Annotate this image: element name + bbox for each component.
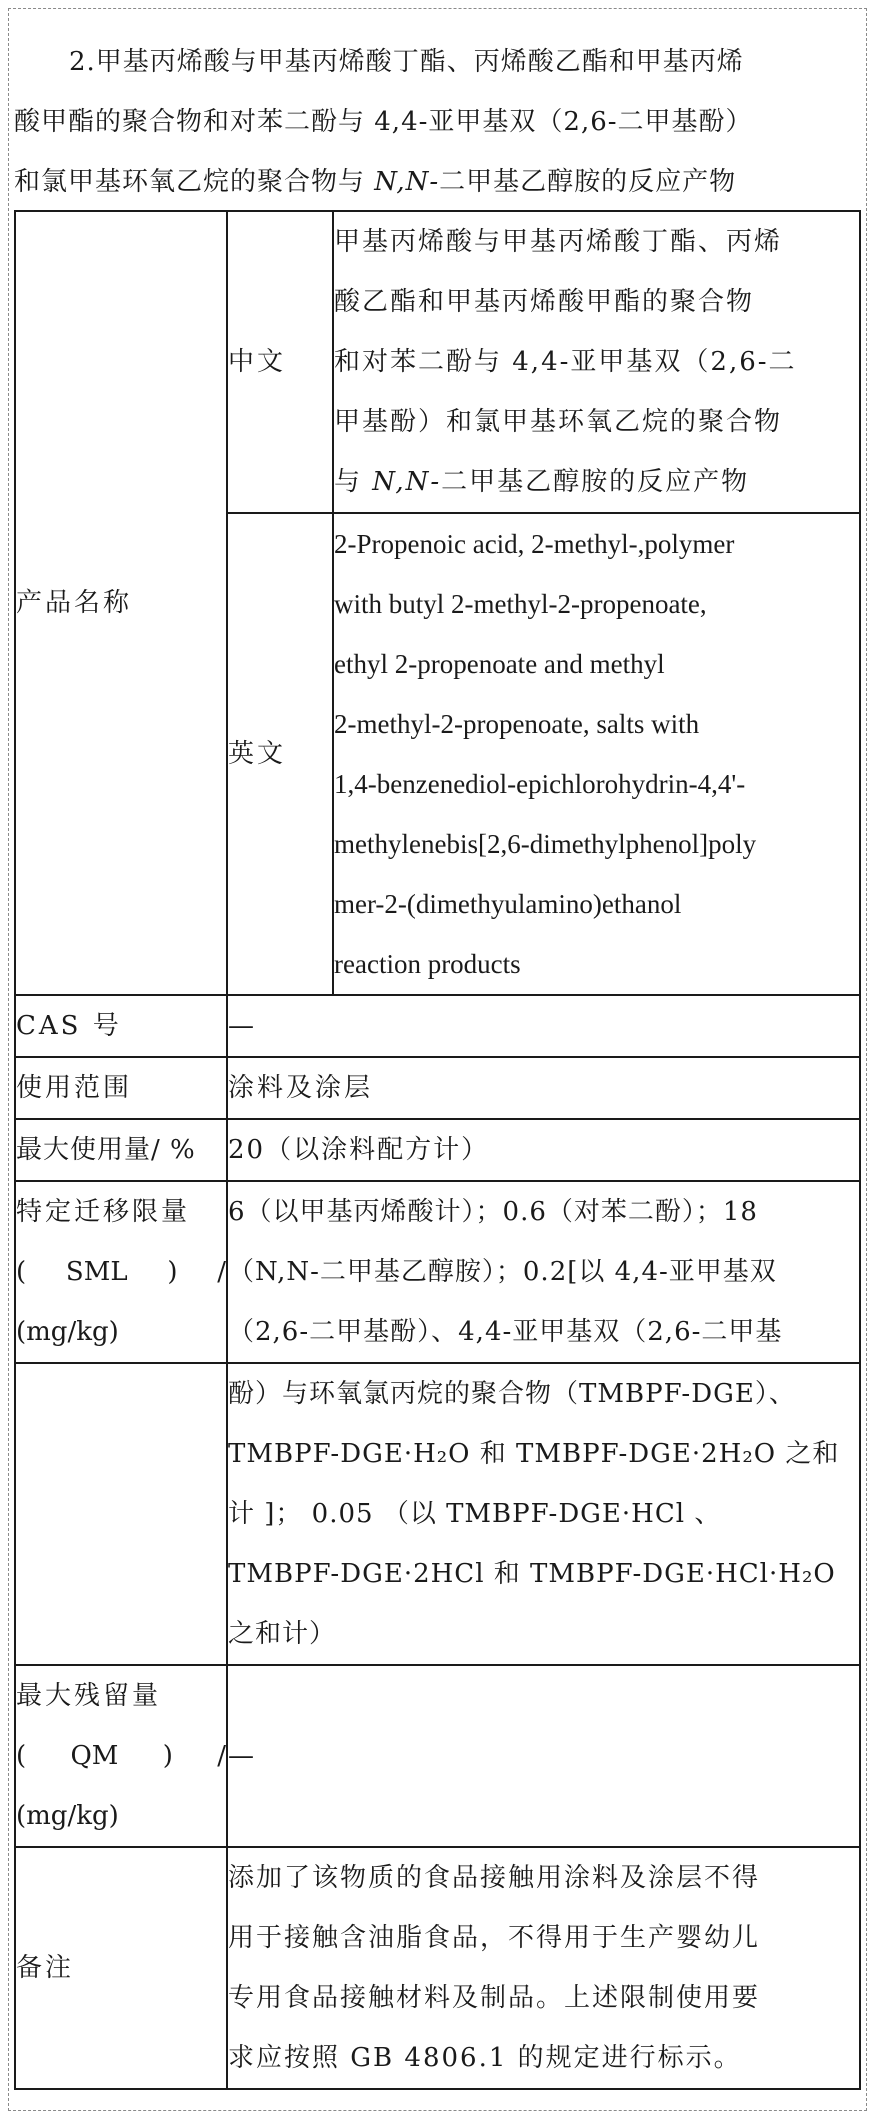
zh-name-line: 酸乙酯和甲基丙烯酸甲酯的聚合物	[334, 287, 755, 317]
en-name-line: 2-Propenoic acid, 2-methyl-,polymer	[334, 529, 735, 559]
table-row-qm	[15, 1665, 860, 1847]
table-row-product-name-zh	[15, 211, 860, 513]
sml-continued-line: 酚）与环氧氯丙烷的聚合物（TMBPF-DGE）、	[228, 1379, 796, 1409]
en-name-cell	[333, 513, 860, 995]
table-row-sml	[15, 1181, 860, 1363]
sml-label-paren-open: (	[16, 1257, 27, 1287]
sml-continued-line: 之和计）	[228, 1619, 337, 1649]
sml-continued-label-cell	[15, 1363, 227, 1665]
qm-label-paren-open: (	[16, 1741, 27, 1771]
zh-name-last-c: 二甲基乙醇胺的反应产物	[441, 467, 750, 497]
qm-label-cell	[15, 1665, 227, 1847]
en-label: 英文	[228, 739, 287, 769]
heading-line-1: 2.甲基丙烯酸与甲基丙烯酸丁酯、丙烯酸乙酯和甲基丙烯	[69, 47, 744, 77]
zh-name-line	[334, 452, 859, 512]
zh-name-line: 甲基酚）和氯甲基环氧乙烷的聚合物	[334, 407, 783, 437]
sml-value-line: （N,N-二甲基乙醇胺）；0.2[以 4,4-亚甲基双	[228, 1257, 777, 1287]
qm-label-line-1: 最大残留量	[16, 1681, 162, 1711]
zh-name-line: 和对苯二酚与 4,4-亚甲基双（2,6-二	[334, 347, 797, 377]
qm-label-paren-close: )	[162, 1741, 173, 1771]
usage-scope-label: 使用范围	[16, 1073, 133, 1103]
section-heading	[14, 32, 859, 212]
sml-value-line: 6（以甲基丙烯酸计）；0.6（对苯二酚）；18	[228, 1197, 758, 1227]
max-usage-value: 20（以涂料配方计）	[228, 1135, 490, 1165]
heading-line-3b: N,N-	[374, 167, 440, 197]
product-name-label: 产品名称	[16, 588, 133, 618]
en-name-line: with butyl 2-methyl-2-propenoate,	[334, 589, 707, 619]
en-name-line: reaction products	[334, 949, 521, 979]
en-name-line: methylenebis[2,6-dimethylphenol]poly	[334, 829, 757, 859]
table-row-sml-continued	[15, 1363, 860, 1665]
remarks-label-cell	[15, 1847, 227, 2089]
qm-label-abbrev: QM	[70, 1741, 119, 1771]
en-name-line: 2-methyl-2-propenoate, salts with	[334, 709, 700, 739]
heading-line-3c: 二甲基乙醇胺的反应产物	[439, 167, 737, 197]
zh-label-cell	[227, 211, 333, 513]
qm-label-line-2	[16, 1726, 226, 1786]
remarks-line: 专用食品接触材料及制品。上述限制使用要	[228, 1983, 761, 2013]
sml-label-line-1: 特定迁移限量	[16, 1197, 191, 1227]
cas-label: CAS 号	[16, 1011, 122, 1041]
heading-line-2: 酸甲酯的聚合物和对苯二酚与 4,4-亚甲基双（2,6-二甲基酚）	[14, 107, 753, 137]
en-name-line: 1,4-benzenediol-epichlorohydrin-4,4'-	[334, 769, 746, 799]
product-name-label-cell	[15, 211, 227, 995]
sml-continued-line: 计 ]； 0.05 （以 TMBPF-DGE·HCl 、	[228, 1499, 722, 1529]
remarks-label: 备注	[16, 1953, 75, 1983]
cas-value: —	[228, 1011, 254, 1041]
cas-label-cell	[15, 995, 227, 1057]
max-usage-label-cell	[15, 1119, 227, 1181]
en-label-cell	[227, 513, 333, 995]
max-usage-label: 最大使用量/ %	[16, 1135, 196, 1165]
spec-table	[14, 210, 861, 2090]
usage-scope-value-cell	[227, 1057, 860, 1119]
zh-name-line: 甲基丙烯酸与甲基丙烯酸丁酯、丙烯	[334, 227, 783, 257]
remarks-line: 添加了该物质的食品接触用涂料及涂层不得	[228, 1863, 761, 1893]
sml-continued-value-cell	[227, 1363, 860, 1665]
sml-label-line-3: (mg/kg)	[16, 1317, 119, 1347]
table-row-max-usage	[15, 1119, 860, 1181]
remarks-line: 求应按照 GB 4806.1 的规定进行标示。	[228, 2043, 742, 2073]
sml-label-slash: /	[217, 1257, 226, 1287]
zh-name-cell	[333, 211, 860, 513]
heading-line-3a: 和氯甲基环氧乙烷的聚合物与	[14, 167, 375, 197]
sml-label-abbrev: SML	[65, 1257, 128, 1287]
heading-line-3	[14, 152, 859, 212]
zh-label: 中文	[228, 347, 287, 377]
qm-label-slash: /	[217, 1741, 226, 1771]
sml-value-cell	[227, 1181, 860, 1363]
remarks-line: 用于接触含油脂食品，不得用于生产婴幼儿	[228, 1923, 761, 1953]
qm-label-line-3: (mg/kg)	[16, 1801, 119, 1831]
en-name-line: ethyl 2-propenoate and methyl	[334, 649, 665, 679]
sml-label-cell	[15, 1181, 227, 1363]
sml-continued-line: TMBPF-DGE·H₂O 和 TMBPF-DGE·2H₂O 之和	[228, 1439, 840, 1469]
cas-value-cell	[227, 995, 860, 1057]
sml-value-line: （2,6-二甲基酚）、4,4-亚甲基双（2,6-二甲基	[228, 1317, 783, 1347]
max-usage-value-cell	[227, 1119, 860, 1181]
sml-continued-line: TMBPF-DGE·2HCl 和 TMBPF-DGE·HCl·H₂O	[228, 1559, 836, 1589]
table-row-usage-scope	[15, 1057, 860, 1119]
zh-name-last-a: 与	[334, 467, 373, 497]
table-row-cas	[15, 995, 860, 1057]
qm-value-cell	[227, 1665, 860, 1847]
usage-scope-label-cell	[15, 1057, 227, 1119]
table-row-remarks	[15, 1847, 860, 2089]
en-name-line: mer-2-(dimethyulamino)ethanol	[334, 889, 682, 919]
sml-label-line-2	[16, 1242, 226, 1302]
zh-name-last-b: N,N-	[372, 467, 442, 497]
qm-value: —	[228, 1741, 254, 1771]
remarks-value-cell	[227, 1847, 860, 2089]
usage-scope-value: 涂料及涂层	[228, 1073, 374, 1103]
sml-label-paren-close: )	[167, 1257, 178, 1287]
